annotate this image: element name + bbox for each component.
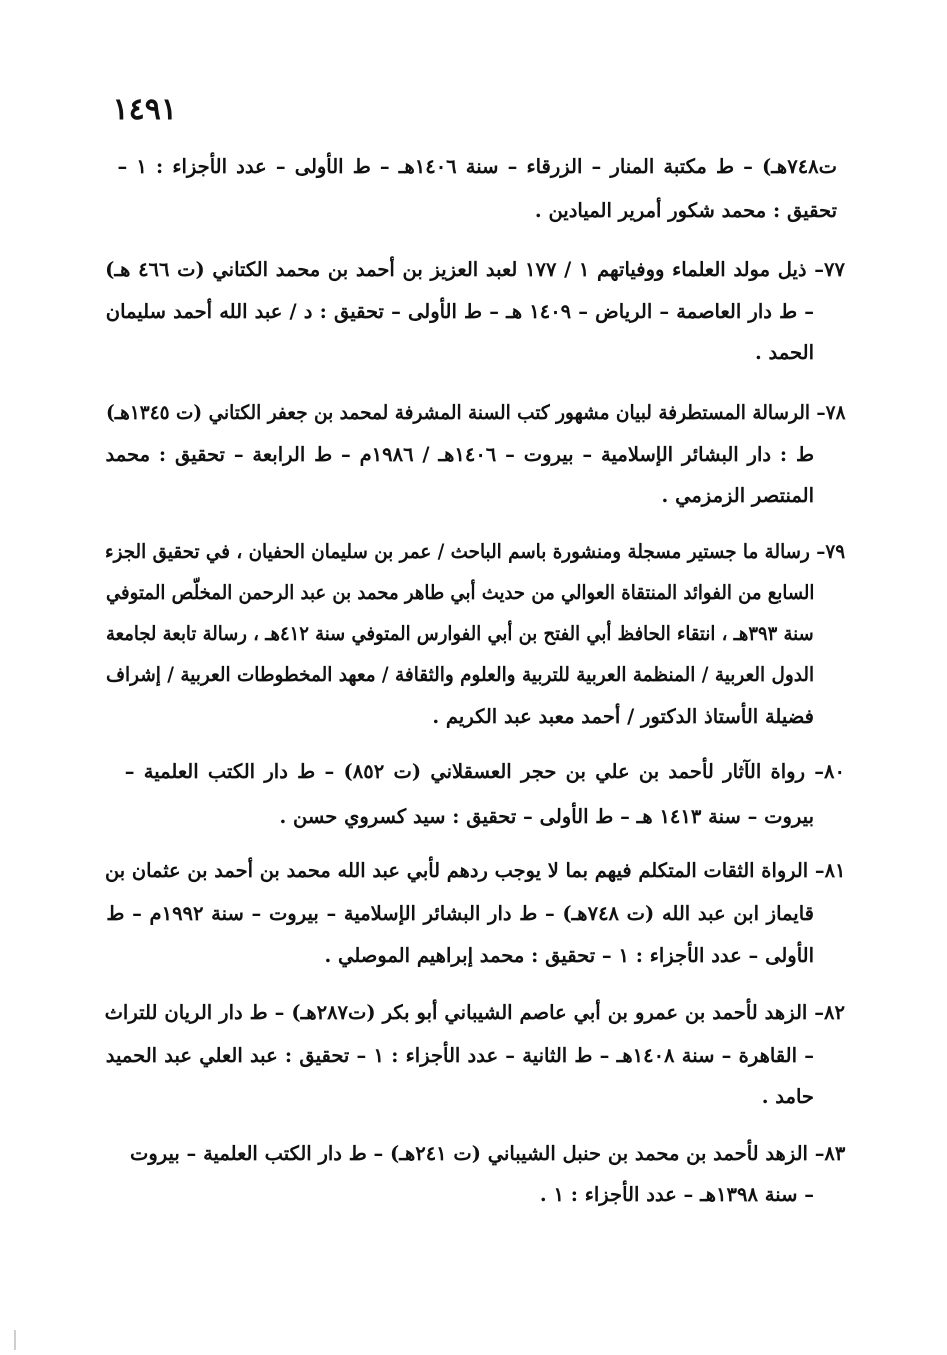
entry-line: الحمد .: [754, 341, 814, 364]
entry-line: ٨٣– الزهد لأحمد بن محمد بن حنبل الشيباني (ت ٢٤١هـ) – ط دار الكتب العلمية – بيروت: [129, 1142, 845, 1165]
entry-line: المنتصر الزمزمي .: [661, 484, 814, 507]
entry-line: ٨١– الرواة الثقات المتكلم فيهم بما لا يوجب ردهم لأبي عبد الله محمد بن أحمد بن عثمان بن: [104, 859, 845, 882]
entry-line: قايماز ابن عبد الله (ت ٧٤٨هـ) – ط دار البشائر الإسلامية – بيروت – سنة ١٩٩٢م – ط: [106, 902, 814, 925]
entry-line: ٨٠– رواة الآثار لأحمد بن علي بن حجر العسقلاني (ت ٨٥٢) – ط دار الكتب العلمية –: [124, 760, 845, 783]
scan-edge-mark: [14, 1330, 16, 1350]
entry-line: السابع من الفوائد المنتقاة العوالي من حديث أبي طاهر محمد بن عبد الرحمن المخلّص المتوفي: [105, 581, 814, 604]
entry-line: الدول العربية / المنظمة العربية للتربية والعلوم والثقافة / معهد المخطوطات العربية / إشراف: [105, 663, 814, 686]
entry-line: حامد .: [761, 1085, 814, 1108]
entry-line: – القاهرة – سنة ١٤٠٨هـ – ط الثانية – عدد الأجزاء : ١ – تحقيق : عبد العلي عبد الحميد: [105, 1044, 814, 1067]
entry-line: ٧٨– الرسالة المستطرفة لبيان مشهور كتب السنة المشرفة لمحمد بن جعفر الكتاني (ت ١٣٤٥هـ): [105, 401, 845, 424]
entry-line: ٨٢– الزهد لأحمد بن عمرو بن أبي عاصم الشيباني أبو بكر (ت٢٨٧هـ) – ط دار الريان للتراث: [104, 1001, 845, 1024]
entry-line: ٧٩– رسالة ما جستير مسجلة ومنشورة باسم الباحث / عمر بن سليمان الحفيان ، في تحقيق الجزء: [104, 540, 845, 563]
entry-line: – ط دار العاصمة – الرياض – ١٤٠٩ هـ – ط الأولى – تحقيق : د / عبد الله أحمد سليمان: [105, 300, 814, 323]
entry-line: الأولى – عدد الأجزاء : ١ – تحقيق : محمد إبراهيم الموصلي .: [324, 944, 814, 967]
page-number: ١٤٩١: [112, 92, 177, 127]
entry-line: سنة ٣٩٣هـ ، انتقاء الحافظ أبي الفتح بن أبي الفوارس المتوفي سنة ٤١٢هـ ، رسالة تابعة لجامعة: [106, 622, 814, 645]
entry-line: بيروت – سنة ١٤١٣ هـ – ط الأولى – تحقيق : سيد كسروي حسن .: [279, 805, 814, 828]
entry-line: فضيلة الأستاذ الدكتور / أحمد معبد عبد الكريم .: [432, 705, 814, 728]
entry-line: ٧٧– ذيل مولد العلماء ووفياتهم ١ / ١٧٧ لعبد العزيز بن أحمد بن محمد الكتاني (ت ٤٦٦ هـ): [105, 258, 845, 281]
entry-line: ط : دار البشائر الإسلامية – بيروت – ١٤٠٦هـ / ١٩٨٦م – ط الرابعة – تحقيق : محمد: [105, 443, 814, 466]
entry-line: – سنة ١٣٩٨هـ – عدد الأجزاء : ١ .: [539, 1183, 814, 1206]
entry-line: تحقيق : محمد شكور أمرير الميادين .: [534, 199, 837, 222]
entry-line: ت٧٤٨هـ) – ط مكتبة المنار – الزرقاء – سنة ١٤٠٦هـ – ط الأولى – عدد الأجزاء : ١ –: [117, 155, 837, 178]
